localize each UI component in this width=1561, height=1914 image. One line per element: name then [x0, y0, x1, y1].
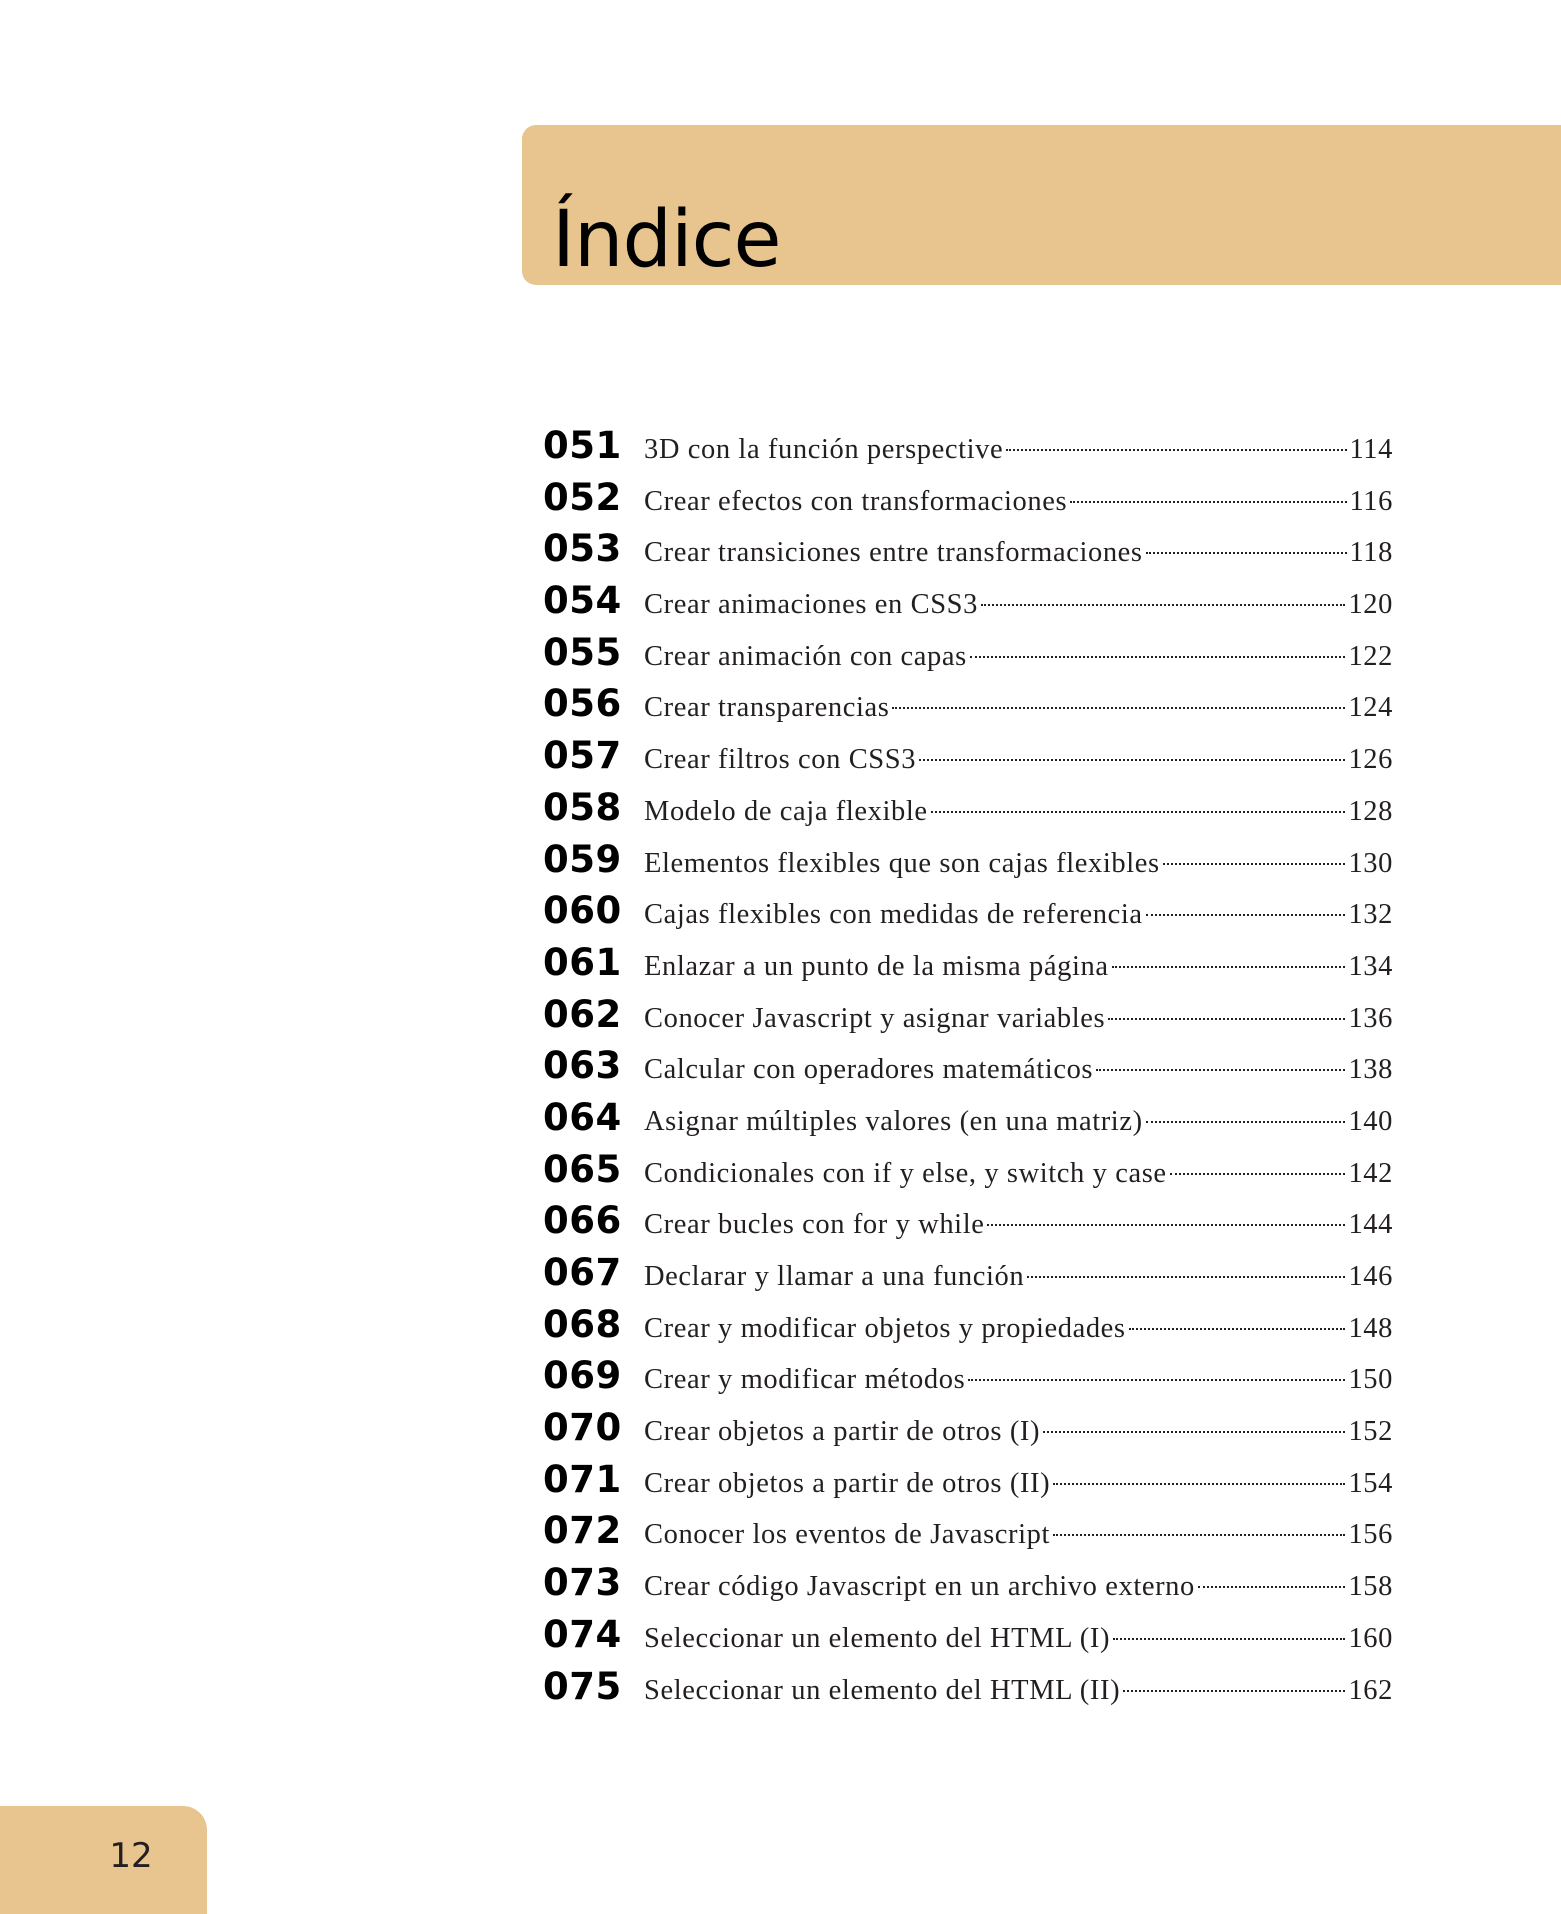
toc-entry	[543, 1350, 1393, 1402]
toc-entry-page: 132	[1348, 899, 1393, 931]
toc-entry-page: 114	[1349, 434, 1393, 465]
toc-entry-number: 060	[543, 889, 622, 933]
toc-entry-title: Crear animación con capas	[644, 640, 967, 672]
toc-dot-leader	[1129, 1328, 1346, 1330]
toc-entry-page: 118	[1349, 537, 1393, 569]
toc-entry	[543, 937, 1393, 989]
toc-entry-title: Conocer Javascript y asignar variables	[644, 1002, 1106, 1034]
toc-entry	[543, 1299, 1393, 1351]
toc-entry	[543, 1454, 1393, 1506]
toc-entry-title: Crear objetos a partir de otros (II)	[644, 1467, 1051, 1499]
toc-entry-page: 162	[1348, 1674, 1393, 1706]
toc-dot-leader	[1096, 1069, 1345, 1071]
toc-entry-page: 124	[1348, 692, 1393, 724]
toc-entry-title: 3D con la función perspective	[644, 434, 1004, 465]
toc-entry-number: 058	[543, 785, 622, 829]
toc-entry-title: Condicionales con if y else, y switch y case	[644, 1157, 1167, 1189]
toc-entry-title: Calcular con operadores matemáticos	[644, 1054, 1094, 1086]
toc-dot-leader	[1053, 1483, 1345, 1485]
toc-entry-title: Enlazar a un punto de la misma página	[644, 950, 1109, 982]
toc-dot-leader	[1108, 1018, 1345, 1020]
toc-entry-title: Conocer los eventos de Javascript	[644, 1519, 1051, 1551]
toc-entry-number: 072	[543, 1509, 622, 1553]
toc-entry	[543, 730, 1393, 782]
toc-entry-number: 073	[543, 1561, 622, 1605]
toc-dot-leader	[1146, 914, 1346, 916]
toc-entry-page: 142	[1348, 1157, 1393, 1189]
toc-entry-page: 136	[1348, 1002, 1393, 1034]
toc-entry-page: 152	[1348, 1416, 1393, 1448]
toc-entry-title: Crear bucles con for y while	[644, 1209, 985, 1241]
toc-entry-number: 057	[543, 734, 622, 778]
toc-dot-leader	[1146, 552, 1347, 554]
toc-dot-leader	[968, 1379, 1345, 1381]
toc-entry-title: Declarar y llamar a una función	[644, 1261, 1025, 1292]
toc-entry	[543, 1609, 1393, 1661]
toc-entry-page: 128	[1348, 795, 1393, 827]
toc-dot-leader	[1146, 1121, 1346, 1123]
toc-entry-page: 138	[1348, 1054, 1393, 1086]
toc-entry-number: 054	[543, 579, 622, 623]
toc-entry-page: 126	[1348, 744, 1393, 776]
toc-entry-page: 144	[1348, 1209, 1393, 1241]
toc-entry-number: 061	[543, 940, 622, 984]
toc-entry-page: 148	[1348, 1312, 1393, 1344]
toc-entry-title: Modelo de caja flexible	[644, 795, 928, 827]
toc-entry-title: Cajas flexibles con medidas de referencia	[644, 899, 1143, 931]
toc-entry-page: 156	[1348, 1519, 1393, 1551]
toc-entry-page: 130	[1348, 847, 1393, 879]
toc-entry	[543, 1144, 1393, 1196]
toc-dot-leader	[970, 656, 1346, 658]
toc-entry	[543, 834, 1393, 886]
toc-entry-title: Crear animaciones en CSS3	[644, 589, 978, 621]
toc-entry	[543, 627, 1393, 679]
toc-entry-page: 146	[1348, 1261, 1393, 1292]
toc-entry-number: 051	[543, 424, 622, 467]
toc-dot-leader	[1112, 966, 1346, 968]
toc-dot-leader	[1006, 449, 1346, 451]
toc-entry-number: 074	[543, 1612, 622, 1656]
toc-entry-page: 150	[1348, 1364, 1393, 1396]
toc-dot-leader	[1043, 1431, 1345, 1433]
toc-dot-leader	[1123, 1690, 1345, 1692]
toc-entry-page: 154	[1348, 1467, 1393, 1499]
toc-entry-title: Crear y modificar métodos	[644, 1364, 966, 1396]
toc-entry-title: Crear código Javascript en un archivo externo	[644, 1571, 1195, 1603]
toc-entry-number: 055	[543, 630, 622, 674]
toc-entry-page: 116	[1349, 485, 1393, 517]
toc-entry-page: 140	[1348, 1105, 1393, 1137]
toc-dot-leader	[931, 811, 1346, 813]
toc-entry-number: 065	[543, 1147, 622, 1191]
toc-dot-leader	[981, 604, 1345, 606]
toc-entry	[543, 1040, 1393, 1092]
toc-entry-number: 070	[543, 1406, 622, 1450]
toc-entry-number: 056	[543, 682, 622, 726]
toc-entry-number: 075	[543, 1664, 622, 1708]
toc-entry-page: 160	[1348, 1622, 1393, 1654]
page-number: 12	[109, 1836, 153, 1876]
toc-entry-page: 158	[1348, 1571, 1393, 1603]
toc-entry-title: Crear objetos a partir de otros (I)	[644, 1416, 1041, 1448]
toc-entry-number: 059	[543, 837, 622, 881]
toc-dot-leader	[1170, 1173, 1346, 1175]
toc-entry-number: 064	[543, 1095, 622, 1139]
toc-entry	[543, 575, 1393, 627]
toc-dot-leader	[1027, 1276, 1345, 1278]
toc-dot-leader	[1113, 1638, 1345, 1640]
toc-dot-leader	[1070, 501, 1346, 503]
toc-entry-page: 120	[1348, 589, 1393, 621]
toc-entry	[543, 1557, 1393, 1609]
toc-entry-title: Seleccionar un elemento del HTML (II)	[644, 1674, 1121, 1706]
toc-dot-leader	[1198, 1586, 1346, 1588]
toc-entry-number: 053	[543, 527, 622, 571]
toc-entry-title: Asignar múltiples valores (en una matriz)	[644, 1105, 1143, 1137]
toc-entry-number: 067	[543, 1251, 622, 1294]
toc-entry	[543, 1402, 1393, 1454]
page-number-tab	[0, 1806, 207, 1914]
toc-list	[543, 420, 1393, 1712]
toc-entry	[543, 678, 1393, 730]
toc-entry	[543, 1195, 1393, 1247]
toc-entry-title: Seleccionar un elemento del HTML (I)	[644, 1622, 1111, 1654]
toc-entry-title: Crear filtros con CSS3	[644, 744, 917, 776]
toc-entry	[543, 1092, 1393, 1144]
toc-entry-page: 134	[1348, 950, 1393, 982]
toc-entry-number: 063	[543, 1044, 622, 1088]
toc-entry-number: 068	[543, 1302, 622, 1346]
toc-entry-page: 122	[1348, 640, 1393, 672]
toc-entry	[543, 782, 1393, 834]
toc-entry	[543, 1247, 1393, 1299]
toc-entry	[543, 989, 1393, 1041]
toc-dot-leader	[919, 759, 1345, 761]
toc-entry	[543, 1661, 1393, 1713]
toc-entry-title: Crear efectos con transformaciones	[644, 485, 1068, 517]
toc-entry	[543, 523, 1393, 575]
toc-dot-leader	[987, 1224, 1345, 1226]
toc-entry-title: Crear y modificar objetos y propiedades	[644, 1312, 1126, 1344]
toc-entry-title: Crear transparencias	[644, 692, 890, 724]
toc-dot-leader	[1053, 1534, 1345, 1536]
toc-entry-number: 069	[543, 1354, 622, 1398]
toc-entry-title: Elementos flexibles que son cajas flexibles	[644, 847, 1160, 879]
toc-entry	[543, 1505, 1393, 1557]
page-title: Índice	[552, 195, 781, 285]
toc-entry-number: 062	[543, 992, 622, 1036]
toc-dot-leader	[1163, 863, 1346, 865]
toc-entry	[543, 885, 1393, 937]
toc-dot-leader	[892, 707, 1345, 709]
toc-entry	[543, 420, 1393, 472]
toc-entry-number: 066	[543, 1199, 622, 1243]
toc-entry-number: 052	[543, 475, 622, 519]
toc-entry-number: 071	[543, 1457, 622, 1501]
toc-entry	[543, 472, 1393, 524]
toc-entry-title: Crear transiciones entre transformaciones	[644, 537, 1143, 569]
